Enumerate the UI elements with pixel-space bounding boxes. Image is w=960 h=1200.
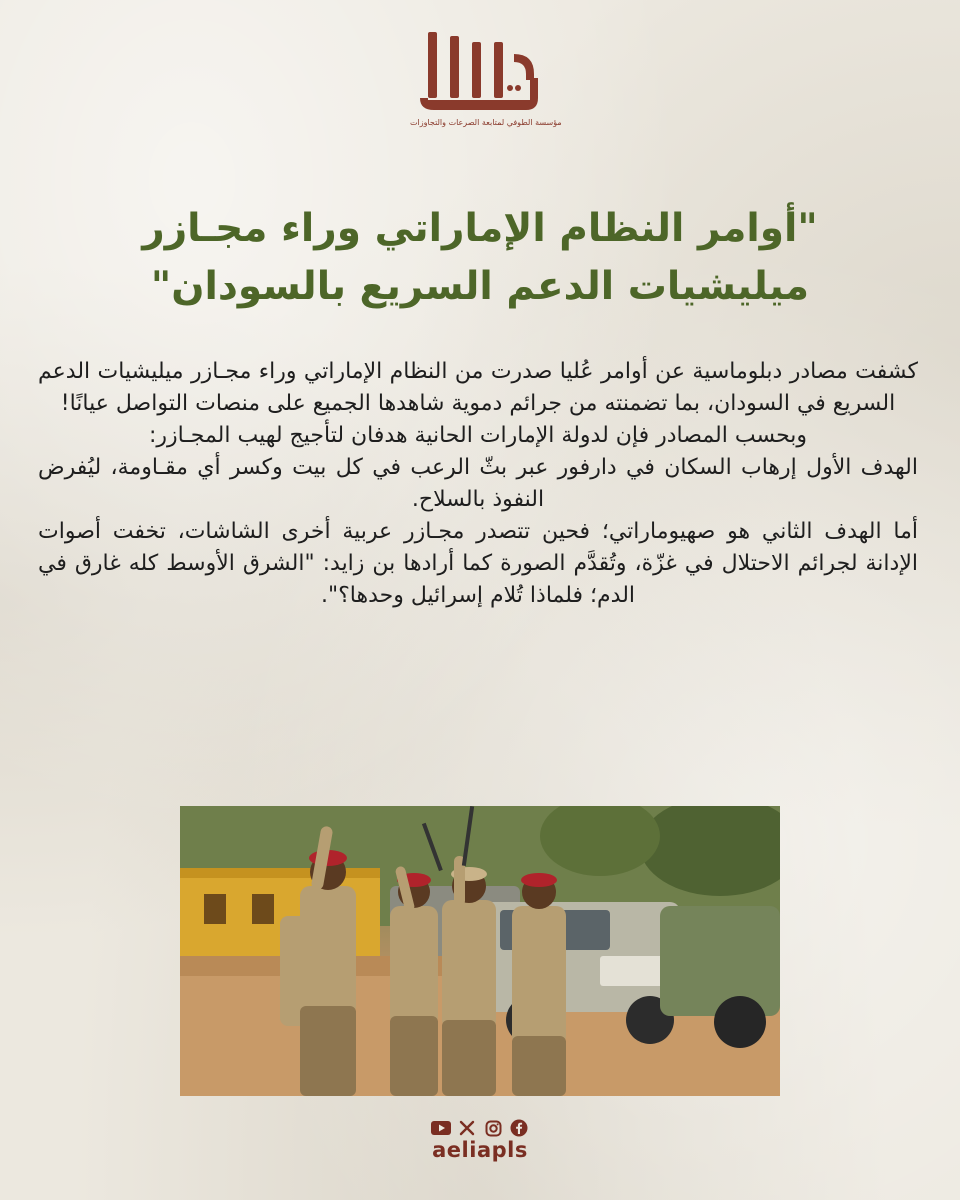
paragraph-1: كشفت مصادر دبلوماسية عن أوامر عُليا صدرت من النظام الإماراتي وراء مجـازر ميليشيات الدعم السريع في السودان، بما تضمنته من جرائم دموية شاهدها الجميع على منصات التواصل عيانًا! — [38, 359, 918, 416]
x-icon[interactable] — [457, 1118, 477, 1138]
brand-logo — [410, 28, 562, 140]
youtube-icon[interactable] — [431, 1118, 451, 1138]
paragraph-4: أما الهدف الثاني هو صهيوماراتي؛ فحين تتصدر مجـازر عربية أخرى الشاشات، تخفت أصوات الإدانة لجرائم الاحتلال في غزّة، وتُقدَّم الصورة كما أرادها بن زايد: "الشرق الأوسط كله غارق في الدم؛ فلماذا تُلام إسرائيل وحدها؟". — [38, 519, 918, 608]
soldiers-photo-illustration — [180, 806, 780, 1096]
social-links — [420, 1116, 540, 1140]
brand-tagline: مؤسسة الطوفي لمتابعة الصرعات والتجاوزات — [410, 118, 562, 127]
headline: "أوامر النظام الإماراتي وراء مجـازر ميليشيات الدعم السريع بالسودان" — [142, 206, 818, 309]
facebook-icon[interactable] — [509, 1118, 529, 1138]
paragraph-2: وبحسب المصادر فإن لدولة الإمارات الحانية هدفان لتأجيج لهيب المجـازر: — [148, 423, 808, 448]
instagram-icon[interactable] — [483, 1118, 503, 1138]
article-body — [38, 356, 918, 612]
paragraph-3: الهدف الأول إرهاب السكان في دارفور عبر بثّ الرعب في كل بيت وكسر أي مقـاومة، ليُفرض النفوذ بالسلاح. — [38, 455, 918, 512]
news-photo — [180, 806, 780, 1096]
social-handle[interactable]: aeliapls — [432, 1138, 528, 1162]
logo-mark-icon — [410, 28, 550, 118]
